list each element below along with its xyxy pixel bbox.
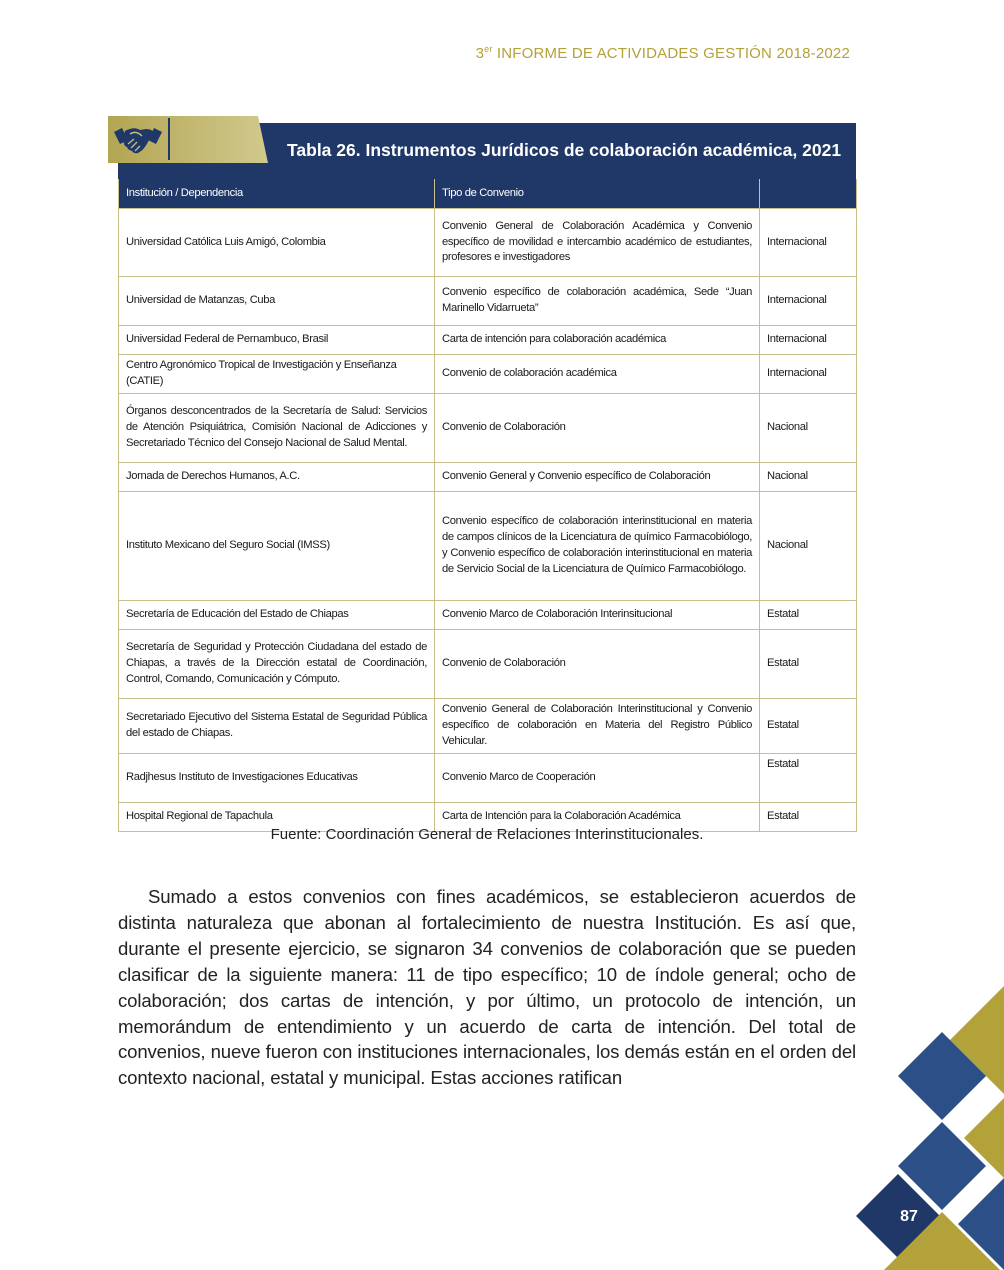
header-institution: Institución / Dependencia	[119, 179, 435, 209]
tab-divider	[168, 118, 170, 160]
cell-agreement-type: Convenio de colaboración académica	[435, 355, 760, 394]
table-row	[119, 326, 857, 355]
cell-scope: Nacional	[760, 393, 857, 462]
table-title: Tabla 26. Instrumentos Jurídicos de colaboración académica, 2021	[287, 140, 842, 160]
cell-agreement-type: Convenio General de Colaboración Interinstitucional y Convenio específico de colaboración en Materia del Registro Público Vehicular.	[435, 698, 760, 753]
table-row	[119, 277, 857, 326]
table-row	[119, 393, 857, 462]
table-row	[119, 491, 857, 600]
cell-scope: Estatal	[760, 698, 857, 753]
handshake-icon	[112, 120, 164, 158]
table-source: Fuente: Coordinación General de Relaciones Interinstitucionales.	[270, 826, 704, 843]
table-row	[119, 600, 857, 629]
cell-agreement-type: Convenio específico de colaboración interinstitucional en materia de campos clínicos de la Licenciatura de químico Farmacobiólogo, y Convenio específico de colaboración interinstitucional en materia de Servicio Social de la Licenciatura de Químico Farmacobiólogo.	[435, 491, 760, 600]
cell-institution: Secretaría de Seguridad y Protección Ciudadana del estado de Chiapas, a través de la Dirección estatal de Coordinación, Control, Comando, Comunicación y Cómputo.	[119, 629, 435, 698]
cell-institution: Órganos desconcentrados de la Secretaría de Salud: Servicios de Atención Psiquiátrica, Comisión Nacional de Adicciones y Secretariado Técnico del Consejo Nacional de Salud Mental.	[119, 393, 435, 462]
cell-agreement-type: Convenio de Colaboración	[435, 629, 760, 698]
table-row	[119, 698, 857, 753]
cell-scope: Estatal	[760, 600, 857, 629]
cell-scope: Internacional	[760, 326, 857, 355]
cell-institution: Secretariado Ejecutivo del Sistema Estatal de Seguridad Pública del estado de Chiapas.	[119, 698, 435, 753]
cell-scope: Internacional	[760, 355, 857, 394]
table-header-row	[119, 179, 857, 209]
cell-institution: Universidad Católica Luis Amigó, Colombia	[119, 209, 435, 277]
cell-institution: Universidad de Matanzas, Cuba	[119, 277, 435, 326]
cell-scope: Nacional	[760, 462, 857, 491]
header-scope	[760, 179, 857, 209]
cell-agreement-type: Convenio Marco de Cooperación	[435, 753, 760, 802]
cell-agreement-type: Convenio Marco de Colaboración Interinsitucional	[435, 600, 760, 629]
cell-agreement-type: Convenio General de Colaboración Académica y Convenio específico de movilidad e intercambio académico de estudiantes, profesores e investigadores	[435, 209, 760, 277]
cell-scope: Internacional	[760, 209, 857, 277]
header-agreement-type: Tipo de Convenio	[435, 179, 760, 209]
cell-agreement-type: Convenio específico de colaboración académica, Sede “Juan Marinello Vidarrueta”	[435, 277, 760, 326]
table-row	[119, 355, 857, 394]
cell-institution: Centro Agronómico Tropical de Investigación y Enseñanza (CATIE)	[119, 355, 435, 394]
cell-scope: Estatal	[760, 629, 857, 698]
table-row	[119, 209, 857, 277]
cell-institution: Instituto Mexicano del Seguro Social (IMSS)	[119, 491, 435, 600]
cell-scope: Estatal	[760, 802, 857, 831]
cell-scope: Estatal	[760, 753, 857, 802]
cell-institution: Secretaría de Educación del Estado de Chiapas	[119, 600, 435, 629]
header-number: 3	[475, 45, 485, 62]
agreements-table	[118, 179, 857, 832]
cell-scope: Nacional	[760, 491, 857, 600]
cell-agreement-type: Carta de Intención para la Colaboración Académica	[435, 802, 760, 831]
cell-agreement-type: Carta de intención para colaboración académica	[435, 326, 760, 355]
cell-institution: Jornada de Derechos Humanos, A.C.	[119, 462, 435, 491]
cell-institution: Hospital Regional de Tapachula	[119, 802, 435, 831]
page-header	[476, 44, 850, 62]
cell-agreement-type: Convenio de Colaboración	[435, 393, 760, 462]
page-number: 87	[900, 1208, 918, 1225]
cell-agreement-type: Convenio General y Convenio específico de Colaboración	[435, 462, 760, 491]
cell-scope: Internacional	[760, 277, 857, 326]
header-superscript: er	[484, 44, 493, 54]
table-row	[119, 629, 857, 698]
table-row	[119, 753, 857, 802]
header-title: INFORME DE ACTIVIDADES GESTIÓN 2018-2022	[492, 45, 850, 62]
body-paragraph: Sumado a estos convenios con fines académicos, se establecieron acuerdos de distinta naturaleza que abonan al fortalecimiento de nuestra Institución. Es así que, durante el presente ejercicio, se signaron 34 convenios de colaboración que se pueden clasificar de la siguiente manera: 11 de tipo específico; 10 de índole general; ocho de colaboración; dos cartas de intención, y por último, un protocolo de intención, un memorándum de entendimiento y un acuerdo de carta de intención. Del total de convenios, nueve fueron con instituciones internacionales, los demás están en el orden del contexto nacional, estatal y municipal. Estas acciones ratifican	[118, 886, 856, 1089]
cell-institution: Universidad Federal de Pernambuco, Brasil	[119, 326, 435, 355]
diamond-decoration	[844, 982, 1004, 1270]
table-row	[119, 462, 857, 491]
cell-institution: Radjhesus Instituto de Investigaciones Educativas	[119, 753, 435, 802]
